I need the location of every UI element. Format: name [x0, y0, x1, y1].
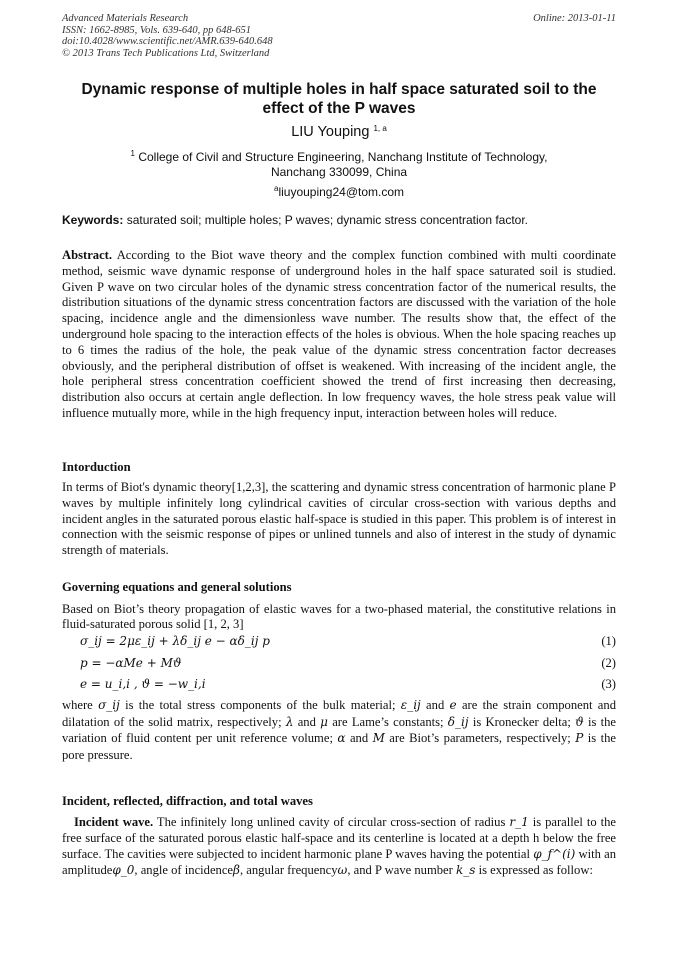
where-text: are the strain component and dilatation of the solid matrix, respectively;	[62, 698, 616, 729]
equation-2	[80, 656, 616, 670]
symbol: e	[449, 698, 457, 712]
issn-line: ISSN: 1662-8985, Vols. 639-640, pp 648-651	[62, 24, 251, 36]
introduction-text: In terms of Biot's dynamic theory[1,2,3], the scattering and dynamic stress concentration of harmonic plane P waves by multiple infinitely long cylindrical cavities of circular cross-section with various depths and incident angles in the saturated porous elastic half-space is studied in this paper. This problem is of interest in connection with the seismic response of pipes or unlined tunnels and also of interest in the study of dynamic strength of materials.	[62, 480, 616, 558]
affiliation-sup: 1	[130, 149, 135, 158]
symbol: σ_ij	[98, 698, 120, 712]
equation-1-formula: σ_ij = 2με_ij + λδ_ij e − αδ_ij p	[80, 634, 270, 648]
symbol: λ	[285, 714, 294, 729]
governing-heading: Governing equations and general solutions	[62, 580, 292, 594]
online-date: Online: 2013-01-11	[533, 13, 616, 24]
symbol: φ_f^(i)	[533, 847, 576, 861]
where-text: and	[345, 731, 373, 745]
where-text: is the variation of fluid content per unit reference volume;	[62, 714, 617, 745]
where-paragraph	[62, 697, 616, 763]
introduction-heading: Intorduction	[62, 460, 131, 474]
author-name: LIU Youping	[291, 124, 370, 140]
copyright-line: © 2013 Trans Tech Publications Ltd, Switzerland	[62, 47, 270, 59]
affiliation	[62, 150, 616, 180]
equation-1	[80, 634, 616, 648]
email-sup: a	[273, 184, 279, 193]
author-sup: 1, a	[373, 124, 387, 133]
equation-3-number: (3)	[601, 677, 616, 691]
equation-3	[80, 677, 616, 691]
keywords	[62, 213, 616, 227]
author-line	[62, 124, 616, 140]
where-text: is Kronecker delta;	[468, 714, 576, 729]
abstract-text: According to the Biot wave theory and the complex function combined with multi coordinate method, seismic wave dynamic response of underground holes in the half space saturated soil is studied. Given P wave on two circular holes of the dynamic stress concentration factor of the numerical results, the distribution situations of the dynamic stress concentration factors are discussed with the variation of the hole spacing, incidence angle and the dimensionless wave number. The results show that, the effect of the underground hole spacing to the interaction effects of the holes is obvious. When the hole spacing reaches up to 6 times the radius of the hole, the peak value of the dynamic stress concentration factor decreases obviously, and the peripheral distribution of offset is weakened. With increasing of the incident angle, the hole peripheral stress concentration coefficient showed the trend of first increasing then decreasing, distribution also occurs at certain angle deflection. In low frequency waves, the hole stress peak value will influence mutually more, while in the high frequency input, interaction between holes will reduce.	[62, 248, 616, 420]
incident-text: , and P wave number	[347, 863, 456, 877]
symbol: ε_ij	[400, 698, 421, 712]
abstract-label: Abstract.	[62, 248, 113, 262]
equation-3-formula: e = u_i,i , ϑ = −w_i,i	[80, 677, 206, 691]
incident-text: with an amplitude	[62, 847, 616, 877]
where-text: and	[293, 714, 321, 729]
journal-name: Advanced Materials Research	[62, 13, 189, 24]
equation-2-formula: p = −αMe + Mϑ	[80, 656, 182, 670]
waves-heading: Incident, reflected, diffraction, and total waves	[62, 794, 313, 808]
where-text: are Lame’s constants;	[327, 714, 448, 729]
symbol: δ_ij	[447, 714, 469, 729]
symbol: M	[372, 731, 385, 745]
journal-header	[62, 13, 616, 59]
incident-text: is parallel to the free surface of the saturated porous elastic half-space and its centerline is located at a depth h below the free surface. The cavities were subjected to incident harmonic plane P waves having the potential	[62, 815, 616, 861]
where-text: where	[62, 698, 99, 712]
symbol: φ_0	[112, 863, 135, 877]
symbol: ϑ	[575, 714, 584, 729]
incident-text: , angular frequency	[239, 863, 338, 877]
affiliation-line-2: Nanchang 330099, China	[270, 165, 408, 179]
email-address[interactable]: liuyouping24@tom.com	[278, 185, 405, 199]
doi-line: doi:10.4028/www.scientific.net/AMR.639-640.648	[62, 36, 273, 47]
symbol: α	[337, 731, 346, 745]
keywords-text: saturated soil; multiple holes; P waves; dynamic stress concentration factor.	[126, 213, 529, 227]
symbol: r_1	[509, 815, 529, 829]
incident-text: , angle of incidence	[134, 863, 234, 877]
symbol: k_s	[455, 863, 476, 877]
incident-wave-subheading: Incident wave.	[73, 815, 154, 829]
keywords-label: Keywords:	[62, 213, 124, 227]
equation-1-number: (1)	[601, 634, 616, 648]
affiliation-line-1: College of Civil and Structure Engineering, Nanchang Institute of Technology,	[138, 150, 548, 164]
symbol: P	[575, 731, 584, 745]
symbol: ω	[337, 863, 348, 877]
paper-title: Dynamic response of multiple holes in half space saturated soil to the effect of the P waves	[81, 81, 597, 117]
governing-intro: Based on Biot’s theory propagation of elastic waves for a two-phased material, the constitutive relations in fluid-saturated porous solid [1, 2, 3]	[62, 602, 616, 631]
symbol: β	[233, 863, 240, 877]
symbol: μ	[320, 714, 328, 729]
where-text: and	[420, 698, 450, 712]
equation-2-number: (2)	[601, 656, 616, 670]
incident-wave-paragraph	[62, 814, 616, 878]
incident-text: The infinitely long unlined cavity of circular cross-section of radius	[153, 815, 510, 829]
where-text: are Biot’s parameters, respectively;	[384, 731, 576, 745]
incident-text: is expressed as follow:	[475, 863, 593, 877]
email-line	[62, 185, 616, 199]
abstract	[62, 248, 616, 422]
where-text: is the pore pressure.	[62, 731, 616, 762]
where-text: is the total stress components of the bulk material;	[119, 698, 401, 712]
